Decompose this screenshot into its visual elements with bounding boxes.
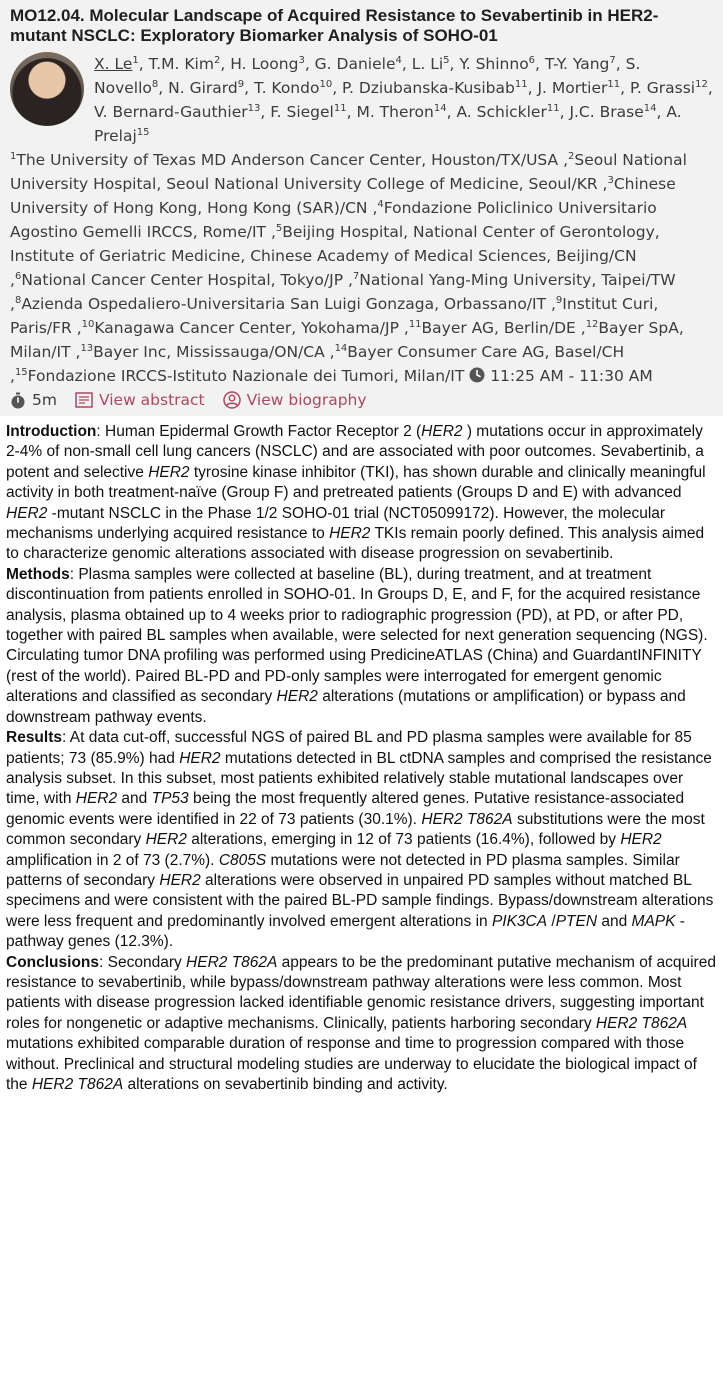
author-name: T-Y. Yang [544, 55, 610, 73]
author-affiliation-ref: 3 [298, 54, 305, 66]
methods-text: : Plasma samples were collected at baseline (BL), during treatment, and at treatment discontinuation from patients enrolled in SOHO-01. In Groups D, E, and F, for the acquired resistance analysis, plasma obtained up to 4 weeks prior to radiographic progression (PD), at PD, or after PD, together with paired BL samples when available, were selected for next generation sequencing (NGS). Circulating tumor DNA profiling was performed using PredicineATLAS (China) and GuardantINFINITY (rest of the world). Paired BL-PD and PD-only samples were interrogated for emergent genomic alterations and classified as secondary HER2 alterations (mutations or amplification) or bypass and downstream pathway events. [6, 565, 708, 726]
author [94, 103, 260, 121]
affiliation [409, 319, 576, 337]
affiliation-number: 12 [585, 318, 599, 330]
author [412, 55, 450, 73]
conclusions-section [6, 953, 717, 1096]
author-name: M. Theron [356, 103, 434, 121]
duration: 5m [32, 391, 57, 409]
conclusions-text: : Secondary HER2 T862A appears to be the predominant putative mechanism of acquired resistance to sevabertinib, while bypass/downstream pathway alterations were less common. Most patients with disease progression lacked identifiable genomic resistance drivers, suggesting important roles for nongenetic or adaptive mechanisms. Clinically, patients harboring secondary HER2 T862A mutations exhibited comparable duration of response and time to progression compared with those without. Preclinical and structural modeling studies are underway to elucidate the biological impact of the HER2 T862A alterations on sevabertinib binding and activity. [6, 953, 716, 1093]
author-affiliation-ref: 2 [213, 54, 221, 66]
author [168, 79, 244, 97]
affiliation-text: Bayer SpA, Milan/IT [10, 319, 684, 361]
affiliation [82, 319, 399, 337]
affiliation-text: National Yang-Ming University, Taipei/TW [359, 271, 676, 289]
introduction-text: : Human Epidermal Growth Factor Receptor 2 (HER2 ) mutations occur in approximately 2-4% of non-small cell lung cancers (NSCLC) and are associated with poor outcomes. Sevabertinib, a potent and selective HER2 tyrosine kinase inhibitor (TKI), has shown durable and clinically meaningful activity in both treatment-naïve (Group F) and pretreated patients (Groups D and E) with advanced HER2 -mutant NSCLC in the Phase 1/2 SOHO-01 trial (NCT05099172). However, the molecular mechanisms underlying acquired resistance to HER2 TKIs remain poorly defined. This analysis aimed to characterize genomic alterations associated with disease progression on sevabertinib. [6, 423, 706, 563]
author [270, 103, 346, 121]
author-name: X. Le [94, 55, 133, 73]
author-affiliation-ref: 15 [136, 126, 150, 138]
affiliation-list [10, 148, 713, 388]
author-name: F. Siegel [270, 103, 334, 121]
author-affiliation-ref: 1 [132, 54, 139, 66]
abstract-body [0, 416, 723, 1095]
document-icon[interactable] [75, 392, 93, 408]
author [94, 55, 139, 73]
affiliation-text: Azienda Ospedaliero-Universitaria San Luigi Gonzaga, Orbassano/IT [21, 295, 547, 313]
affiliation-number: 5 [275, 222, 283, 234]
introduction-section [6, 422, 717, 565]
affiliation [10, 151, 558, 169]
author-name: S. Novello [94, 55, 641, 97]
session-time [469, 367, 653, 385]
author [230, 55, 305, 73]
author-name: J. Mortier [537, 79, 608, 97]
author [569, 103, 656, 121]
author-affiliation-ref: 5 [443, 54, 450, 66]
author [630, 79, 708, 97]
affiliation-number: 11 [408, 318, 422, 330]
affiliation-text: Chinese University of Hong Kong, Hong Kong (SAR)/CN [10, 175, 676, 217]
stopwatch-icon [10, 392, 26, 409]
avatar [10, 52, 84, 126]
affiliation-number: 8 [14, 294, 22, 306]
view-biography-link[interactable]: View biography [246, 391, 367, 409]
affiliation [15, 271, 343, 289]
author [456, 103, 559, 121]
affiliation-items: $^1$The University of Texas MD Anderson Cancer Center, Houston/TX/USA ,$^2$Seoul National University Hospital, Seoul National University College of Medicine, Seoul/KR ,$^3$Chinese University of Hong Kong, Hong Kong (SAR)/CN ,$^4$Fondazione Policlinico Universitario Agostino Gemelli IRCCS, Rome/IT ,$^5$Beijing Hospital, National Center of Gerontology, Institute of Geriatric Medicine, Chinese Academy of Medical Sciences, Beijing/CN ,$^6$National Cancer Center Hospital, Tokyo/JP ,$^7$National Yang-Ming University, Taipei/TW ,$^8$Azienda Ospedaliero-Universitaria San Luigi Gonzaga, Orbassano/IT ,$^9$Institut Curi, Paris/FR ,$^{10}$Kanagawa Cancer Center, Yokohama/JP ,$^{11}$Bayer AG, Berlin/DE ,$^{12}$Bayer SpA, Milan/IT ,$^{13}$Bayer Inc, Mississauga/ON/CA ,$^{14}$Bayer Consumer Care AG, Basel/CH ,$^{15}$Fondazione IRCCS-Istituto Nazionale dei Tumori, Milan/IT [10, 150, 687, 385]
author [356, 103, 446, 121]
author [315, 55, 402, 73]
affiliation [335, 343, 625, 361]
methods-section [6, 565, 717, 728]
affiliation-text: Bayer AG, Berlin/DE [421, 319, 576, 337]
affiliation-text: Fondazione IRCCS-Istituto Nazionale dei Tumori, Milan/IT [27, 367, 465, 385]
author-affiliation-ref: 13 [247, 102, 261, 114]
affiliation [353, 271, 676, 289]
affiliation-text: Institut Curi, Paris/FR [10, 295, 659, 337]
affiliation-text: Seoul National University Hospital, Seoul National University College of Medicine, Seoul/KR [10, 151, 687, 193]
affiliation-number: 3 [607, 174, 614, 186]
author-name: N. Girard [168, 79, 238, 97]
view-abstract-link[interactable]: View abstract [98, 391, 205, 409]
user-circle-icon[interactable] [223, 391, 241, 409]
author-name: H. Loong [230, 55, 299, 73]
author-name: J.C. Brase [569, 103, 644, 121]
affiliation [80, 343, 324, 361]
page-title: MO12.04. Molecular Landscape of Acquired Resistance to Sevabertinib in HER2-mutant NSCLC: Exploratory Biomarker Analysis of SOHO-01 [10, 6, 659, 45]
author-name: L. Li [411, 55, 444, 73]
introduction-label: Introduction [6, 423, 97, 440]
results-section [6, 728, 717, 952]
author-affiliation-ref: 7 [609, 54, 616, 66]
author-affiliation-ref: 11 [514, 78, 528, 90]
author-affiliation-ref: 8 [151, 78, 159, 90]
author-affiliation-ref: 11 [333, 102, 347, 114]
session-time-text: 11:25 AM - 11:30 AM [490, 367, 653, 385]
author-name: A. Prelaj [94, 103, 682, 145]
affiliation-text: Kanagawa Cancer Center, Yokohama/JP [94, 319, 399, 337]
results-text: : At data cut-off, successful NGS of paired BL and PD plasma samples were available for 85 patients; 73 (85.9%) had HER2 mutations detected in BL ctDNA samples and comprised the resistance analysis subset. In this subset, most patients exhibited relatively stable mutational landscapes over time, with HER2 and TP53 being the most frequently altered genes. Putative resistance-associated genomic events were identified in 22 of 73 patients (30.1%). HER2 T862A substitutions were the most common secondary HER2 alterations, emerging in 12 of 73 patients (16.4%), followed by HER2 amplification in 2 of 73 (2.7%). C805S mutations were not detected in PD plasma samples. Similar patterns of secondary HER2 alterations were observed in unpaired PD samples without matched BL specimens and were consistent with the paired BL-PD sample findings. Bypass/downstream alterations were less frequent and predominantly involved emergent alterations in PIK3CA /PTEN and MAPK -pathway genes (12.3%). [6, 729, 714, 951]
affiliation-number: 13 [80, 342, 94, 354]
author-affiliation-ref: 12 [695, 78, 708, 90]
author-affiliation-ref: 14 [643, 102, 657, 114]
methods-label: Methods [6, 565, 70, 583]
affiliation-text: Bayer Inc, Mississauga/ON/CA [93, 343, 325, 361]
author-affiliation-ref: 4 [395, 54, 402, 66]
affiliation-number: 6 [14, 270, 22, 282]
affiliation-number: 15 [14, 366, 28, 378]
clock-icon [469, 367, 485, 383]
affiliation-text: Bayer Consumer Care AG, Basel/CH [347, 343, 625, 361]
author-affiliation-ref: 10 [319, 78, 333, 90]
affiliation [15, 295, 546, 313]
author-name: P. Dziubanska-Kusibab [342, 79, 515, 97]
affiliation-number: 4 [377, 198, 384, 210]
author-affiliation-ref: 6 [528, 54, 536, 66]
author [342, 79, 528, 97]
affiliation-text: Fondazione Policlinico Universitario Agostino Gemelli IRCCS, Rome/IT [10, 199, 657, 241]
author-name: P. Grassi [629, 79, 696, 97]
author [149, 55, 221, 73]
affiliation-number: 14 [334, 342, 348, 354]
results-label: Results [6, 729, 62, 747]
author-name: T. Kondo [253, 79, 320, 97]
author [537, 79, 620, 97]
affiliation [15, 367, 464, 385]
author-name: A. Schickler [456, 103, 547, 121]
meta-row [10, 388, 713, 412]
conclusions-label: Conclusions [6, 953, 100, 971]
author-affiliation-ref: 14 [433, 102, 447, 114]
affiliation-number: 10 [81, 318, 95, 330]
author-name: V. Bernard-Gauthier [94, 103, 248, 121]
affiliation-text: National Cancer Center Hospital, Tokyo/JP [21, 271, 344, 289]
author-affiliation-ref: 11 [546, 102, 560, 114]
affiliation-text: The University of Texas MD Anderson Cancer Center, Houston/TX/USA [16, 151, 559, 169]
author [254, 79, 332, 97]
affiliation-number: 1 [10, 150, 17, 162]
author [459, 55, 535, 73]
affiliation-number: 9 [555, 294, 563, 306]
author [545, 55, 616, 73]
session-header [0, 0, 723, 416]
author-affiliation-ref: 9 [237, 78, 245, 90]
affiliation-number: 7 [352, 270, 360, 282]
author-name: T.M. Kim [148, 55, 214, 73]
author-name: Y. Shinno [459, 55, 529, 73]
author-affiliation-ref: 11 [607, 78, 621, 90]
author-block [10, 52, 713, 388]
affiliation-text: Beijing Hospital, National Center of Gerontology, Institute of Geriatric Medicine, Chinese Academy of Medical Sciences, Beijing/CN [10, 223, 660, 265]
author-name: G. Daniele [314, 55, 396, 73]
author-list: X. Le$^1$, T.M. Kim$^2$, H. Loong$^3$, G. Daniele$^4$, L. Li$^5$, Y. Shinno$^6$, T-Y. Yang$^7$, S. Novello$^8$, N. Girard$^9$, T. Kondo$^{10}$, P. Dziubanska-Kusibab$^{11}$, J. Mortier$^{11}$, P. Grassi$^{12}$, V. Bernard-Gauthier$^{13}$, F. Siegel$^{11}$, M. Theron$^{14}$, A. Schickler$^{11}$, J.C. Brase$^{14}$, A. Prelaj$^{15}$ [94, 54, 713, 145]
affiliation-number: 2 [568, 150, 575, 162]
